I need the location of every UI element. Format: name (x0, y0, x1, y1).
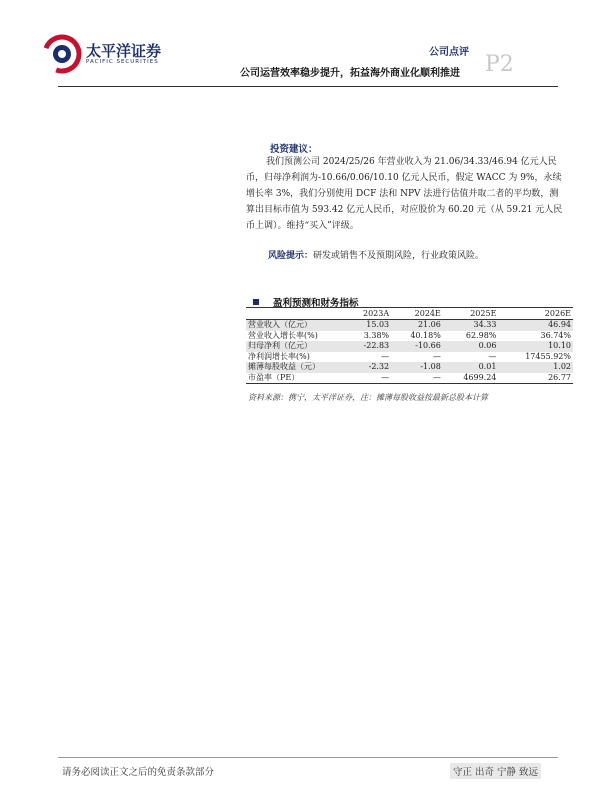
table-cell: 34.33 (443, 320, 499, 331)
table-cell: 62.98% (465, 330, 497, 340)
table-cell: 21.06 (391, 320, 443, 331)
page-number: P2 (485, 52, 514, 77)
table-header-cell: 2024E (414, 309, 441, 318)
row-label: 营业收入（亿元） (246, 320, 346, 331)
table-cell: 17455.92% (525, 351, 571, 361)
logo-english-name: PACIFIC SECURITIES (86, 59, 159, 65)
table-cell: 0.01 (443, 362, 499, 373)
table-cell: -2.32 (346, 362, 391, 373)
table-cell: -1.08 (391, 362, 443, 373)
table-cell: 40.18% (410, 330, 441, 340)
investment-text: 我们预测公司 2024/25/26 年营业收入为 21.06/34.33/46.94 亿元人民币，归母净利润为-10.66/0.06/10.10 亿元人民币，假定 WACC 为 9%，永续增长率 3%，我们分别使用 DCF 法和 NPV 法进行估值并取二者的平均数，测算出目标市值为 593.42 亿元人民币，对应股价为 60.20 元（从 59.21 元人民币上调）。维持“买入”评级。 (246, 157, 563, 231)
header-divider (58, 86, 558, 87)
row-label: 归母净利（亿元） (246, 341, 346, 352)
pacific-securities-logo-icon (42, 34, 82, 74)
table-source-note: 资料来源：携宁，太平洋证券，注：摊薄每股收益按最新总股本计算 (248, 393, 488, 402)
footer-divider (58, 757, 558, 758)
row-label: 摊薄每股收益（元） (246, 362, 346, 373)
table-cell: 4699.24 (463, 372, 497, 382)
table-cell: -22.83 (346, 341, 391, 352)
table-header-cell: 2023A (363, 309, 390, 318)
table-cell: — (432, 372, 441, 382)
risk-note (268, 248, 484, 261)
company-logo (42, 34, 162, 74)
report-category: 公司点评 (429, 47, 469, 58)
risk-text: 研发或销售不及预期风险，行业政策风险。 (313, 251, 485, 261)
risk-label: 风险提示： (268, 251, 314, 261)
table-row (246, 331, 573, 342)
table-cell: -10.66 (391, 341, 443, 352)
table-cell: 1.02 (498, 362, 573, 373)
table-top-rule (246, 307, 573, 308)
row-label: 营业收入增长率(%) (248, 330, 318, 340)
table-cell: 3.38% (363, 330, 390, 340)
table-row (246, 341, 573, 352)
footer-disclaimer: 请务必阅读正文之后的免责条款部分 (62, 767, 215, 778)
table-cell: — (432, 351, 441, 361)
table-cell: — (381, 372, 390, 382)
table-cell: 0.06 (443, 341, 499, 352)
table-cell: 26.77 (548, 372, 571, 382)
table-row (246, 362, 573, 373)
table-cell: 15.03 (346, 320, 391, 331)
table-title-text: 盈利预测和财务指标 (273, 298, 359, 309)
table-header-cell (246, 309, 346, 320)
investment-heading: 投资建议： (270, 144, 318, 155)
table-cell: 46.94 (498, 320, 573, 331)
row-label: 市盈率（PE） (248, 372, 300, 382)
table-row (246, 373, 573, 384)
financial-table (246, 309, 573, 384)
row-label: 净利润增长率(%) (248, 351, 310, 361)
table-header-cell: 2026E (544, 309, 571, 318)
table-row (246, 320, 573, 331)
table-row (246, 352, 573, 363)
table-cell: — (488, 351, 497, 361)
investment-paragraph (246, 154, 566, 234)
table-cell: — (381, 351, 390, 361)
logo-chinese-name: 太平洋证券 (86, 42, 162, 60)
table-cell: 10.10 (498, 341, 573, 352)
table-header-row (246, 309, 573, 320)
square-bullet-icon (253, 299, 259, 305)
table-cell: 36.74% (540, 330, 571, 340)
footer-motto: 守正 出奇 宁静 致远 (450, 763, 541, 779)
report-title: 公司运营效率稳步提升，拓益海外商业化顺利推进 (240, 68, 460, 79)
table-header-cell: 2025E (470, 309, 497, 318)
